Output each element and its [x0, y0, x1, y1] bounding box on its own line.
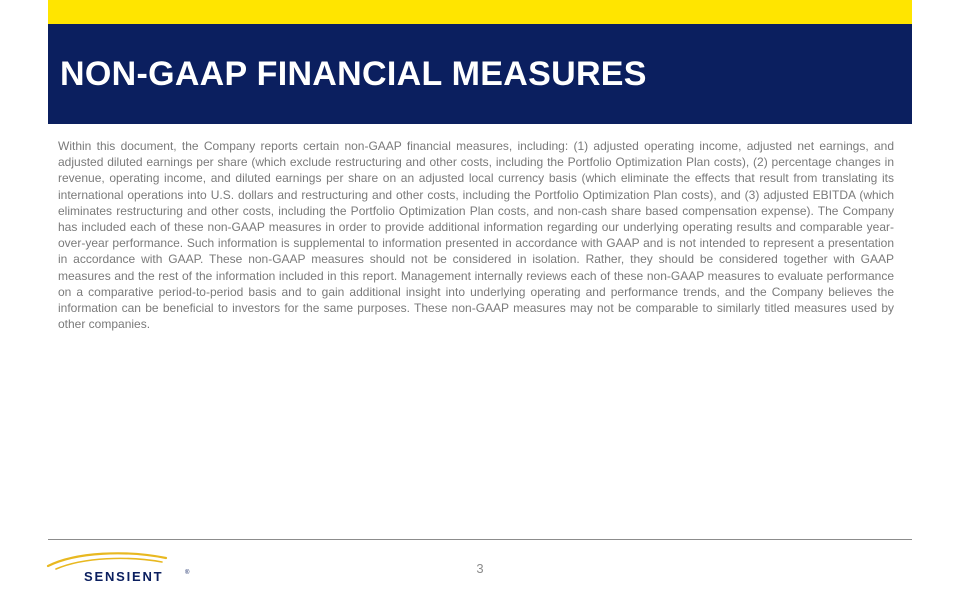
logo-registered-mark: ®	[185, 570, 190, 576]
logo-swoosh-icon	[46, 548, 196, 570]
header-accent-bar	[48, 0, 912, 24]
title-banner	[48, 24, 912, 124]
footer-divider	[48, 539, 912, 540]
slide-title: NON-GAAP FINANCIAL MEASURES	[60, 55, 647, 93]
logo-wordmark: SENSIENT	[84, 569, 164, 584]
page-number: 3	[476, 561, 484, 576]
sensient-logo	[46, 548, 196, 588]
body-paragraph: Within this document, the Company reports certain non-GAAP financial measures, including: (1) adjusted operating income, adjusted net earnings, and adjusted diluted earnings per share (which exclude restructuring and other costs, including the Portfolio Optimization Plan costs), (2) percentage changes in revenue, operating income, and diluted earnings per share on an adjusted local currency basis (which eliminate the effects that result from translating its international operations into U.S. dollars and restructuring and other costs, including the Portfolio Optimization Plan costs), and (3) adjusted EBITDA (which eliminates restructuring and other costs, including the Portfolio Optimization Plan costs, and non-cash share based compensation expense). The Company has included each of these non-GAAP measures in order to provide additional information regarding our underlying operating results and comparable year-over-year performance. Such information is supplemental to information presented in accordance with GAAP and is not intended to represent a presentation in accordance with GAAP. These non-GAAP measures should not be considered in isolation. Rather, they should be considered together with GAAP measures and the rest of the information included in this report. Management internally reviews each of these non-GAAP measures to evaluate performance on a comparative period-to-period basis and to gain additional insight into underlying operating and performance trends, and the Company believes the information can be beneficial to investors for the same purposes. These non-GAAP measures may not be comparable to similarly titled measures used by other companies.	[58, 139, 894, 332]
